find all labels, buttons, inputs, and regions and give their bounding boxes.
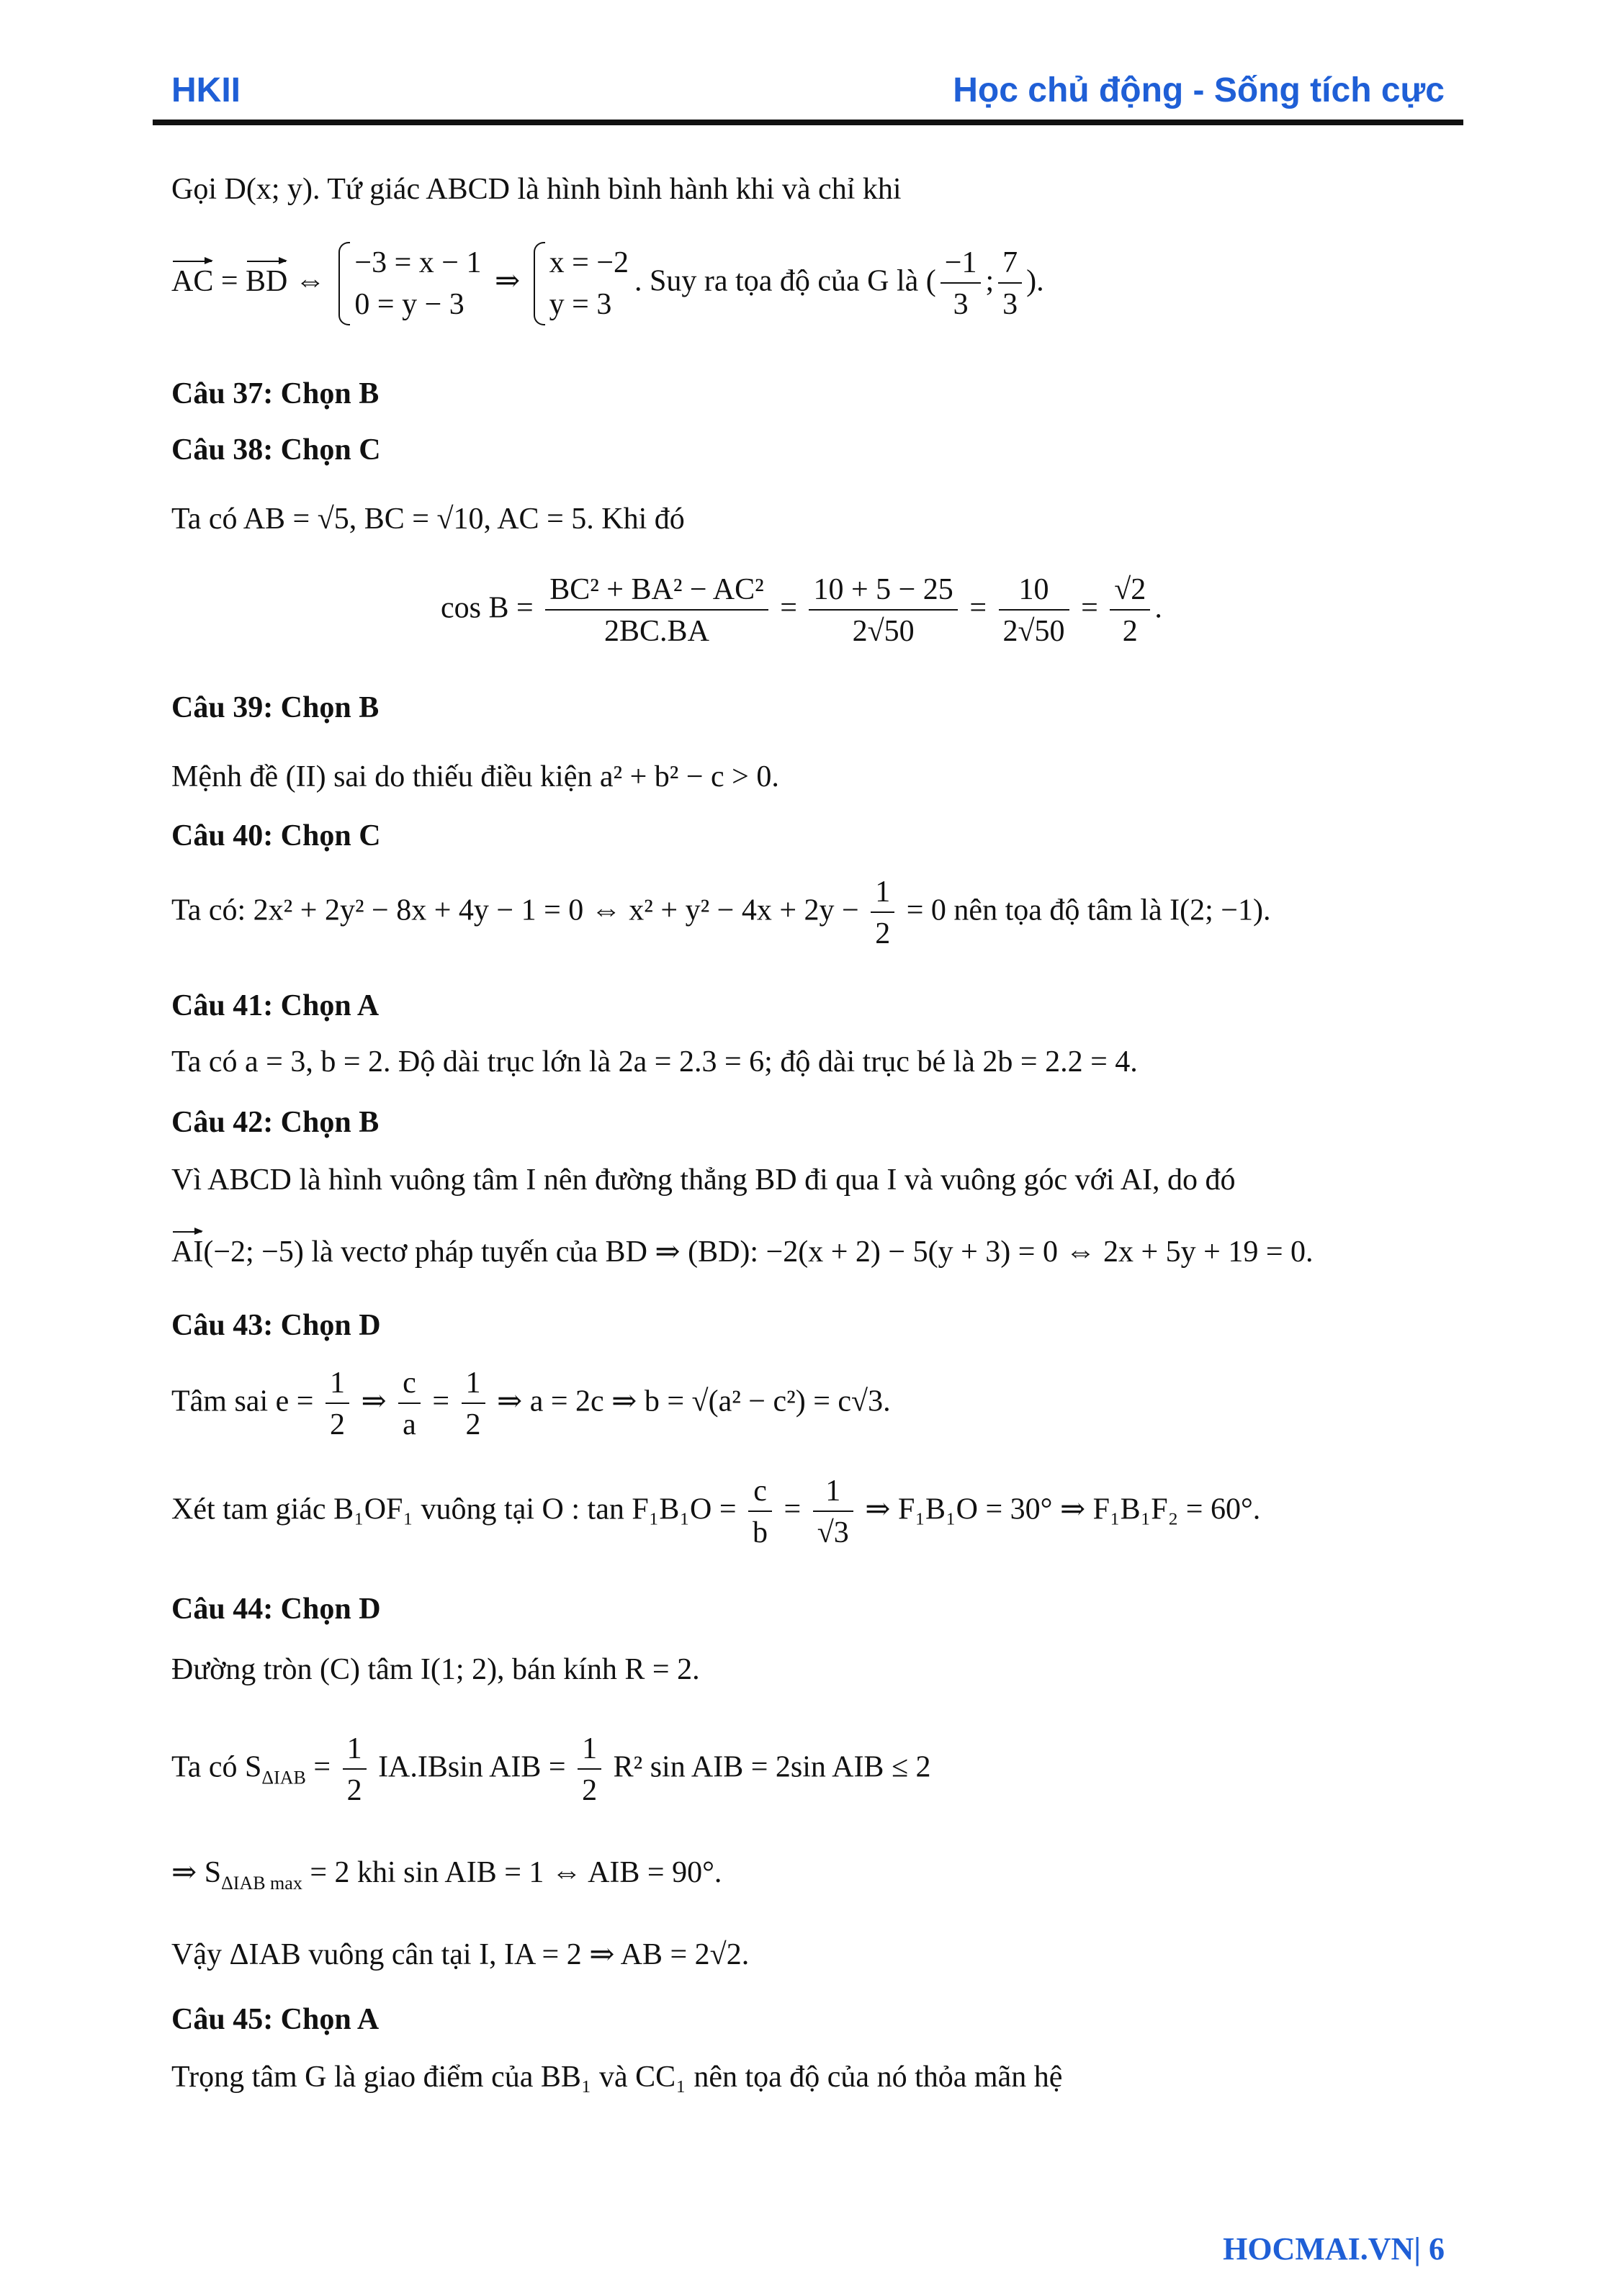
text-line: Mệnh đề (II) sai do thiếu điều kiện a² + b² − c > 0. xyxy=(171,760,779,793)
vector-ac: AC xyxy=(171,264,214,298)
text-line: Đường tròn (C) tâm I(1; 2), bán kính R = 2. xyxy=(171,1653,700,1686)
fraction: $\frac{1}{2}$ xyxy=(578,1734,601,1806)
circle-equation-line: Ta có: 2x² + 2y² − 8x + 4y − 1 = 0 ⇔ x² + y² − 4x + 2y − $\frac{1}{2}$ = 0 nên tọa độ tâm là I(2; −1). xyxy=(171,875,1271,950)
text-line: Trọng tâm G là giao điểm của BB₁ và CC₁ nên tọa độ của nó thỏa mãn hệ xyxy=(171,2061,1063,2094)
fraction: $\frac{7}{3}$ xyxy=(998,248,1022,320)
eccentricity-line: Tâm sai e = $\frac{1}{2}$ ⇒ $\frac{c}{a}$ = $\frac{1}{2}$ ⇒ a = 2c ⇒ b = √(a² − c²) = c√3. xyxy=(171,1367,891,1441)
question-heading: Câu 45: Chọn A xyxy=(171,2003,380,2036)
fraction: $\frac{\text{BC² + BA² − AC²}}{2BC.BA}$ xyxy=(545,575,768,647)
footer-page-number: HOCMAI.VN| 6 xyxy=(1223,2231,1445,2266)
question-heading: Câu 43: Chọn D xyxy=(171,1309,381,1342)
vector-bd: BD xyxy=(246,264,288,298)
fraction: $\frac{10 + 5 - 25}{2√50}$ xyxy=(809,575,957,647)
fraction: $\frac{√2}{2}$ xyxy=(1110,575,1150,647)
triangle-angle-line: Xét tam giác B₁OF₁ vuông tại O : tan F₁B₁O = $\frac{c}{b}$ = $\frac{1}{√3}$ ⇒ F₁B₁O = 30° ⇒ F₁B₁F₂ = 60°. xyxy=(171,1475,1261,1549)
fraction: $\frac{1}{2}$ xyxy=(343,1734,367,1806)
fraction: $\frac{c}{b}$ xyxy=(748,1476,772,1548)
question-heading: Câu 40: Chọn C xyxy=(171,819,381,852)
header-divider xyxy=(153,120,1463,125)
equation-system-1: −3 = x − 1 0 = y − 3 xyxy=(338,242,481,325)
fraction: $\frac{1}{2}$ xyxy=(326,1368,349,1440)
question-heading: Câu 41: Chọn A xyxy=(171,989,380,1022)
vector-ai: AI xyxy=(171,1235,204,1269)
question-heading: Câu 42: Chọn B xyxy=(171,1106,380,1139)
text-line: Ta có a = 3, b = 2. Độ dài trục lớn là 2a = 2.3 = 6; độ dài trục bé là 2b = 2.2 = 4. xyxy=(171,1045,1138,1079)
vector-equation-line: AC = BD ⇔ −3 = x − 1 0 = y − 3 ⇒ x = −2 y = 3 . Suy ra tọa độ của G là ( $\frac{-1}{3}$ ; $\frac{7}{3}$ ). xyxy=(171,242,1044,325)
question-heading: Câu 39: Chọn B xyxy=(171,691,380,724)
text-line: Gọi D(x; y). Tứ giác ABCD là hình bình hành khi và chỉ khi xyxy=(171,173,902,206)
text-line: Vì ABCD là hình vuông tâm I nên đường thẳng BD đi qua I và vuông góc với AI, do đó xyxy=(171,1163,1236,1197)
fraction: $\frac{-1}{3}$ xyxy=(941,248,982,320)
header-slogan: Học chủ động - Sống tích cực xyxy=(953,71,1445,109)
question-heading: Câu 44: Chọn D xyxy=(171,1593,381,1626)
area-formula-line: Ta có $S_{\Delta IAB}$ = $\frac{1}{2}$ IA.IBsin AIB = $\frac{1}{2}$ R² sin AIB = 2sin AIB ≤ 2 xyxy=(171,1732,931,1807)
text-line: Vậy ΔIAB vuông cân tại I, IA = 2 ⇒ AB = 2√2. xyxy=(171,1938,750,1971)
fraction: $\frac{1}{2}$ xyxy=(462,1368,485,1440)
equation-system-2: x = −2 y = 3 xyxy=(534,242,629,325)
text-line: Ta có AB = √5, BC = √10, AC = 5. Khi đó xyxy=(171,503,685,536)
fraction: $\frac{1}{2}$ xyxy=(871,877,894,949)
max-area-line: ⇒ $S_{\Delta IAB max} = 2$ khi sin AIB = 1 ⇔ AIB = 90°. xyxy=(171,1856,722,1894)
fraction: $\frac{c}{a}$ xyxy=(398,1368,421,1440)
header-left-title: HKII xyxy=(171,71,241,109)
fraction: $\frac{1}{√3}$ xyxy=(813,1476,853,1548)
question-heading: Câu 37: Chọn B xyxy=(171,377,380,410)
question-heading: Câu 38: Chọn C xyxy=(171,433,381,467)
cosine-formula: cos B = $\frac{\text{BC² + BA² − AC²}}{2BC.BA}$ = $\frac{10 + 5 - 25}{2√50}$ = $\frac{10}{2√50}$ = $\frac{√2}{2}$ . xyxy=(441,573,1162,648)
normal-vector-line: AI(−2; −5) là vectơ pháp tuyến của BD ⇒ (BD): −2(x + 2) − 5(y + 3) = 0 ⇔ 2x + 5y + 19 = 0. xyxy=(171,1235,1314,1269)
fraction: $\frac{10}{2√50}$ xyxy=(999,575,1069,647)
